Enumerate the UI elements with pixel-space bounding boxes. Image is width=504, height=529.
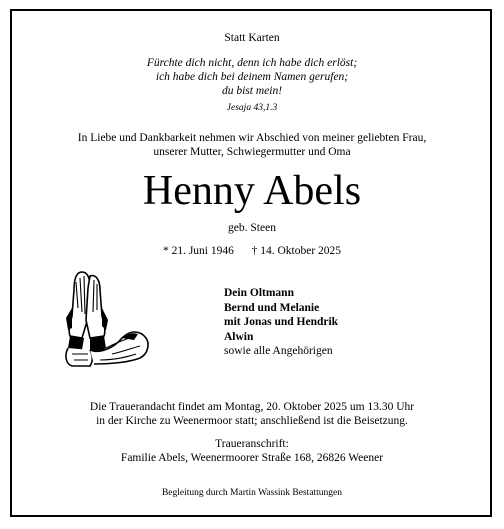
mourning-address	[0, 437, 504, 465]
address-value: Familie Abels, Weenermoorer Straße 168, 26826 Weener	[120, 452, 384, 464]
maiden-name: geb. Steen	[228, 222, 276, 234]
deceased-name: Henny Abels	[142, 168, 362, 214]
death-date: † 14. Oktober 2025	[251, 245, 342, 257]
family-member: Bernd und Melanie	[224, 301, 320, 314]
verse-reference: Jesaja 43,1.3	[226, 103, 278, 113]
funeral-home-credit: Begleitung durch Martin Wassink Bestattungen	[161, 488, 343, 498]
service-line: in der Kirche zu Weenermoor statt; anschließend ist die Beisetzung.	[96, 415, 408, 427]
praying-hands-icon	[60, 268, 154, 368]
family-member: Dein Oltmann	[224, 287, 294, 299]
birth-date: * 21. Juni 1946	[162, 245, 234, 257]
address-label: Traueranschrift:	[215, 438, 289, 450]
bereaved-family-list	[224, 286, 338, 359]
intro-line: unserer Mutter, Schwiegermutter und Oma	[153, 146, 351, 158]
life-dates	[0, 244, 504, 258]
verse-line: ich habe dich bei deinem Namen gerufen;	[155, 71, 349, 83]
service-info	[0, 400, 504, 428]
verse-line: Fürchte dich nicht, denn ich habe dich erlöst;	[146, 57, 358, 69]
intro-line: In Liebe und Dankbarkeit nehmen wir Abschied von meiner geliebten Frau,	[77, 132, 427, 144]
service-line: Die Trauerandacht findet am Montag, 20. Oktober 2025 um 13.30 Uhr	[89, 401, 415, 413]
family-member: Alwin	[224, 330, 254, 343]
family-relatives: sowie alle Angehörigen	[224, 345, 333, 358]
header-statt-karten: Statt Karten	[224, 32, 280, 44]
bible-verse	[0, 56, 504, 98]
intro-text	[0, 131, 504, 159]
verse-line: du bist mein!	[221, 85, 283, 97]
family-member: mit Jonas und Hendrik	[224, 316, 339, 329]
